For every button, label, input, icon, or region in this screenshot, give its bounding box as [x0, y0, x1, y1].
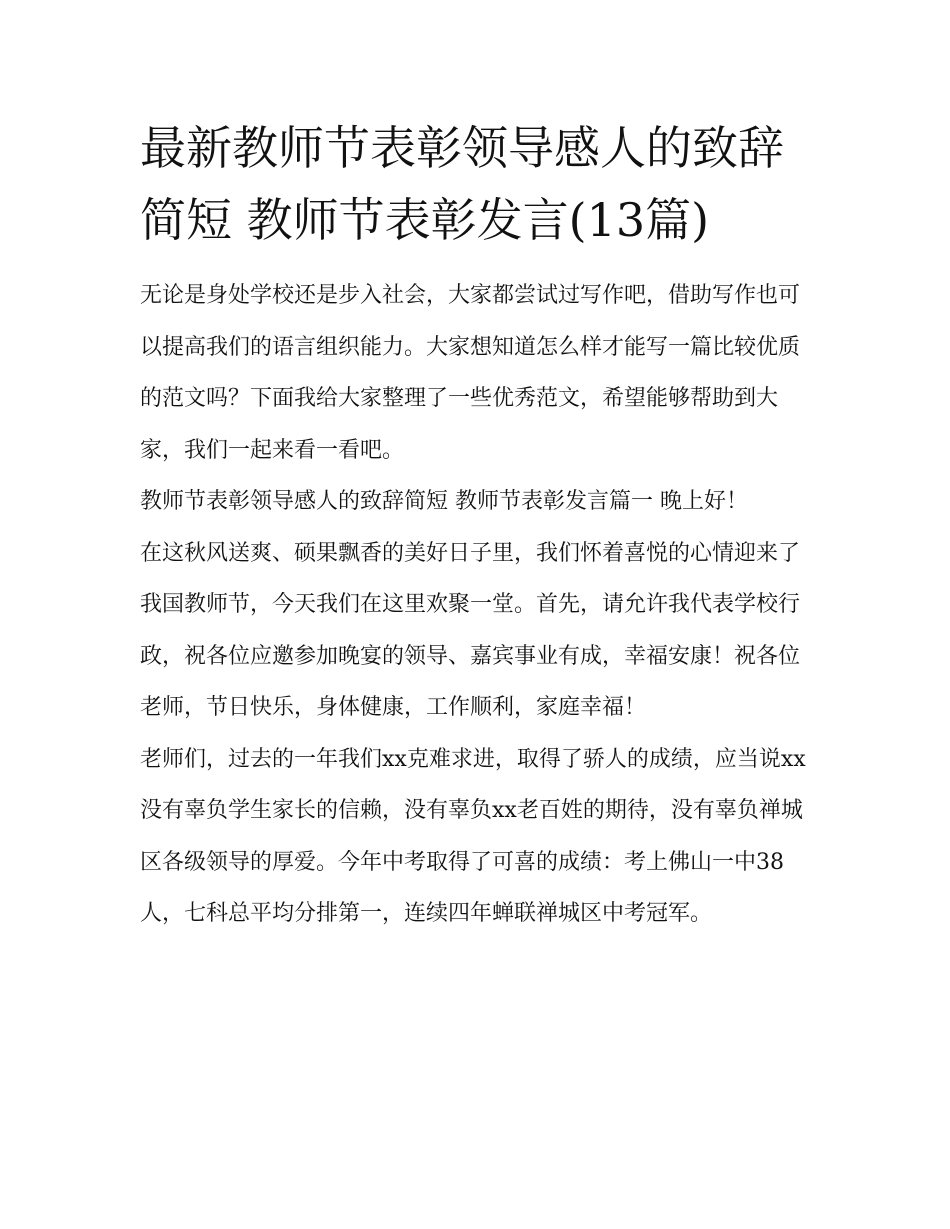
document-body [140, 270, 815, 940]
greeting-paragraph: 在这秋风送爽、硕果飘香的美好日子里，我们怀着喜悦的心情迎来了我国教师节，今天我们在这里欢聚一堂。首先，请允许我代表学校行政，祝各位应邀参加晚宴的领导、嘉宾事业有成，幸福安康！祝各位老师，节日快乐，身体健康，工作顺利，家庭幸福！ [140, 540, 801, 720]
section-heading-paragraph: 教师节表彰领导感人的致辞简短 教师节表彰发言篇一 晚上好！ [140, 489, 748, 514]
intro-paragraph: 无论是身处学校还是步入社会，大家都尝试过写作吧，借助写作也可以提高我们的语言组织能力。大家想知道怎么样才能写一篇比较优质的范文吗？下面我给大家整理了一些优秀范文，希望能够帮助到大家，我们一起来看一看吧。 [140, 283, 801, 463]
document-page [140, 112, 815, 940]
achievement-paragraph: 老师们，过去的一年我们xx克难求进，取得了骄人的成绩，应当说xx没有辜负学生家长的信赖，没有辜负xx老百姓的期待，没有辜负禅城区各级领导的厚爱。今年中考取得了可喜的成绩：考上佛山一中38人，七科总平均分排第一，连续四年蝉联禅城区中考冠军。 [140, 746, 806, 926]
document-title: 最新教师节表彰领导感人的致辞简短 教师节表彰发言(13篇) [140, 121, 784, 247]
